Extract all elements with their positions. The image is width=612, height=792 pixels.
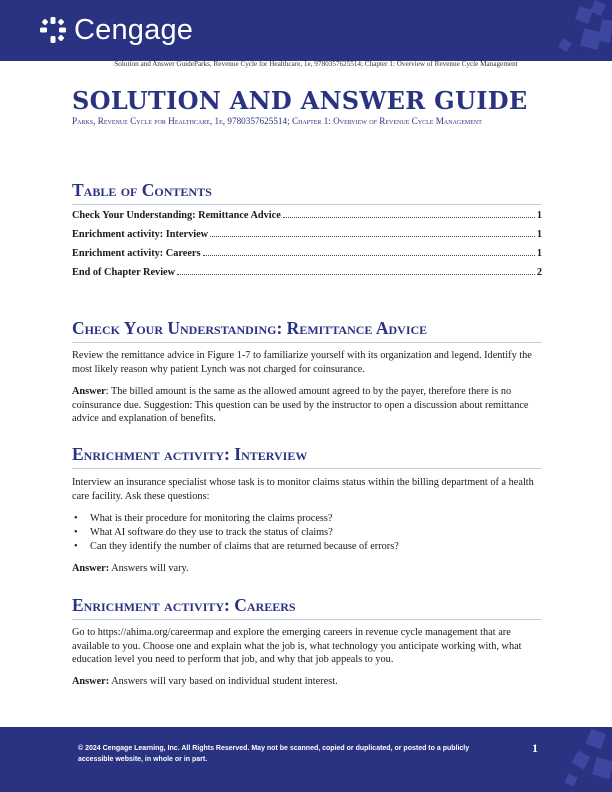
cengage-logo [38,14,193,46]
answer-text: Answers will vary based on individual student interest. [109,676,338,687]
toc-entry[interactable] [72,229,542,248]
list-item: • Can they identify the number of claims that are returned because of errors? [72,540,542,554]
decorative-pattern-icon [552,0,612,61]
toc-entry[interactable] [72,210,542,229]
toc-entry[interactable] [72,248,542,267]
toc-entry-title: End of Chapter Review [72,267,176,278]
decorative-pattern-icon [552,727,612,792]
remittance-heading: Check Your Understanding: Remittance Advice [72,318,542,343]
toc-leader-dots [283,217,535,218]
copyright-notice: © 2024 Cengage Learning, Inc. All Rights Reserved. May not be scanned, copied or duplicated, or posted to a publicly accessible website, in whole or in part. [78,745,470,763]
interview-prompt: Interview an insurance specialist whose task is to monitor claims status within the billing department of a health care facility. Ask these questions: [72,477,534,502]
table-of-contents [72,210,542,286]
toc-entry-page: 1 [536,229,542,240]
interview-question-list [72,512,542,554]
toc-entry-page: 1 [536,248,542,259]
answer-label: Answer [72,386,106,397]
careers-heading: Enrichment activity: Careers [72,595,542,620]
toc-leader-dots [203,255,535,256]
header-band [0,0,612,61]
remittance-prompt: Review the remittance advice in Figure 1-7 to familiarize yourself with its organization and legend. Identify the most likely reason why patient Lynch was not charged for coinsurance. [72,350,532,375]
answer-text: : The billed amount is the same as the allowed amount agreed to by the payer, therefore there is no coinsurance due. Suggestion: This question can be used by the instructor to open a discussion about remittance advice and explanation of benefits. [72,386,529,424]
interview-answer [72,562,542,576]
logo-wordmark: Cengage [74,14,194,46]
toc-entry-title: Enrichment activity: Careers [72,248,201,259]
toc-heading: Table of Contents [72,180,542,205]
answer-text: Answers will vary. [109,563,189,574]
interview-heading: Enrichment activity: Interview [72,444,542,469]
toc-leader-dots [210,236,535,237]
remittance-answer [72,385,542,426]
toc-entry-title: Enrichment activity: Interview [72,229,209,240]
careers-prompt: Go to https://ahima.org/careermap and explore the emerging careers in revenue cycle management that are available to you. Choose one and explain what the job is, what technology you anticipate working with, what education level you need to perform that job, and why that job appeals to you. [72,627,522,665]
document-subtitle: Parks, Revenue Cycle for Healthcare, 1e, 9780357625514; Chapter 1: Overview of Revenue Cycle Management [72,116,482,126]
cengage-logo-icon [38,15,68,45]
answer-label: Answer: [72,563,110,574]
footer-band [0,727,612,792]
toc-leader-dots [177,274,535,275]
answer-label: Answer: [72,676,110,687]
running-head: Solution and Answer GuideParks, Revenue Cycle for Healthcare, 1e, 9780357625514; Chapter 1: Overview of Revenue Cycle Management [114,60,518,68]
toc-entry-page: 2 [536,267,542,278]
document-title: SOLUTION AND ANSWER GUIDE [72,86,528,115]
toc-entry-title: Check Your Understanding: Remittance Advice [72,210,281,221]
list-item: • What is their procedure for monitoring the claims process? [72,512,542,526]
toc-entry[interactable] [72,267,542,286]
list-item: • What AI software do they use to track the status of claims? [72,526,542,540]
page-number: 1 [532,741,538,755]
toc-entry-page: 1 [536,210,542,221]
careers-answer [72,675,542,689]
